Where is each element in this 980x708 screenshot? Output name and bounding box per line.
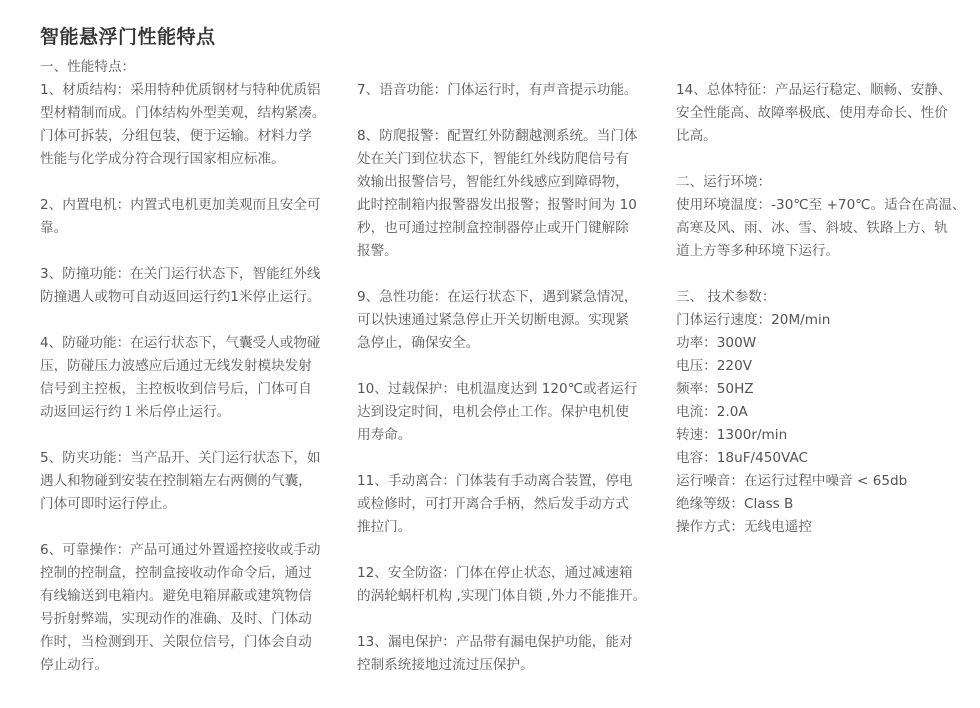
paragraph: [357, 79, 649, 102]
paragraph: [40, 447, 330, 516]
text-line: 11、手动离合：门体装有手动离合装置，停电: [357, 473, 633, 489]
text-line: 门体可拆装，分组包装，便于运输。材料力学: [40, 128, 312, 144]
paragraph-gap: [357, 608, 649, 631]
paragraph-gap: [40, 240, 330, 263]
paragraph-gap: [357, 263, 649, 286]
text-line: 9、急性功能：在运行状态下，遇到紧急情况，: [357, 289, 638, 305]
paragraph-gap: [357, 355, 649, 378]
text-line: 三、 技术参数：: [676, 289, 776, 305]
text-line: 性能与化学成分符合现行国家相应标准。: [40, 151, 285, 167]
paragraph: [357, 562, 649, 608]
text-line: 转速：1300r/min: [676, 427, 788, 443]
text-line: 压，防碰压力波感应后通过无线发射模块发射: [40, 358, 312, 374]
text-line: 信号到主控板，主控板收到信号后，门体可自: [40, 381, 312, 397]
text-line: 靠。: [40, 220, 68, 236]
text-line: 电流：2.0A: [676, 404, 748, 420]
text-line: 功率：300W: [676, 335, 757, 351]
text-line: 10、过载保护：电机温度达到 120℃或者运行: [357, 381, 638, 397]
text-line: 一、性能特点：: [40, 59, 136, 75]
text-line: 1、材质结构：采用特种优质钢材与特种优质铝: [40, 82, 321, 98]
text-line: 用寿命。: [357, 427, 412, 443]
text-line: 处在关门到位状态下，智能红外线防爬信号有: [357, 151, 629, 167]
paragraph-gap: [40, 424, 330, 447]
text-line: 推拉门。: [357, 519, 412, 535]
text-line: 14、总体特征：产品运行稳定、顺畅、安静、: [676, 82, 952, 98]
text-line: 门体运行速度：20M/min: [676, 312, 831, 328]
paragraph-gap: [676, 148, 966, 171]
text-line: 遇人和物碰到安装在控制箱左右两侧的气囊，: [40, 473, 312, 489]
text-line: 6、可靠操作：产品可通过外置遥控接收或手动: [40, 542, 321, 558]
text-line: 停止动行。: [40, 657, 108, 673]
text-line: 高寒及风、雨、冰、雪、斜坡、铁路上方、轨: [676, 220, 948, 236]
text-line: 二、运行环境：: [676, 174, 772, 190]
text-line: 2、内置电机：内置式电机更加美观而且安全可: [40, 197, 321, 213]
paragraph: [676, 79, 966, 148]
paragraph: [40, 332, 330, 424]
text-line: 可以快速通过紧急停止开关切断电源。实现紧: [357, 312, 629, 328]
paragraph-gap: [40, 171, 330, 194]
paragraph-gap: [676, 263, 966, 286]
text-line: 急停止，确保安全。: [357, 335, 480, 351]
paragraph-gap: [357, 102, 649, 125]
text-line: 达到设定时间，电机会停止工作。保护电机使: [357, 404, 629, 420]
text-line: 报警。: [357, 243, 398, 259]
text-line: 操作方式：无线电遥控: [676, 519, 812, 535]
text-line: 7、语音功能：门体运行时，有声音提示功能。: [357, 82, 638, 98]
text-line: 5、防夹功能：当产品开、关门运行状态下，如: [40, 450, 321, 466]
text-line: 作时，当检测到开、关限位信号，门体会自动: [40, 634, 312, 650]
text-line: 比高。: [676, 128, 717, 144]
paragraph-gap: [40, 309, 330, 332]
column-1: [40, 56, 330, 677]
paragraph-gap: [40, 516, 330, 539]
text-line: 4、防碰功能：在运行状态下，气囊受人或物碰: [40, 335, 321, 351]
text-line: 门体可即时运行停止。: [40, 496, 176, 512]
paragraph: [40, 194, 330, 240]
text-line: 频率：50HZ: [676, 381, 754, 397]
text-line: 绝缘等级：Class B: [676, 496, 794, 512]
text-line: 电压：220V: [676, 358, 753, 374]
text-line: 动返回运行约１米后停止运行。: [40, 404, 231, 420]
text-line: 防撞遇人或物可自动返回运行约1米停止运行。: [40, 289, 321, 305]
text-line: 13、漏电保护：产品带有漏电保护功能，能对: [357, 634, 633, 650]
text-line: 号折射弊端，实现动作的准确、及时、门体动: [40, 611, 312, 627]
text-line: 运行噪音：在运行过程中噪音 < 65db: [676, 473, 908, 489]
paragraph: [676, 171, 966, 263]
text-line: 使用环境温度：-30℃至 +70℃。适合在高温、: [676, 197, 966, 213]
text-line: 效输出报警信号，智能红外线感应到障碍物，: [357, 174, 629, 190]
paragraph-gap: [357, 447, 649, 470]
text-line: 型材精制而成。门体结构外型美观，结构紧凑。: [40, 105, 326, 121]
paragraph: [40, 263, 330, 309]
paragraph: [676, 286, 966, 539]
column-3: [676, 79, 966, 539]
text-line: 或检修时，可打开离合手柄，然后发手动方式: [357, 496, 629, 512]
paragraph: [357, 378, 649, 447]
paragraph-gap: [357, 539, 649, 562]
text-line: 此时控制箱内报警器发出报警；报警时间为 10: [357, 197, 637, 213]
text-line: 12、安全防盗：门体在停止状态，通过减速箱: [357, 565, 633, 581]
paragraph: [357, 470, 649, 539]
text-line: 的涡轮蜗杆机构 ,实现门体自锁 ,外力不能推开。: [357, 588, 647, 604]
text-line: 控制系统接地过流过压保护。: [357, 657, 534, 673]
paragraph: [40, 56, 330, 171]
column-2: [357, 79, 649, 677]
text-line: 控制的控制盒，控制盒接收动作命令后，通过: [40, 565, 312, 581]
paragraph: [357, 631, 649, 677]
text-line: 道上方等多种环境下运行。: [676, 243, 840, 259]
page-title: 智能悬浮门性能特点: [40, 26, 216, 48]
text-line: 安全性能高、故障率极底、使用寿命长、性价: [676, 105, 948, 121]
text-line: 秒，也可通过控制盒控制器停止或开门键解除: [357, 220, 629, 236]
text-line: 8、防爬报警：配置红外防翻越测系统。当门体: [357, 128, 638, 144]
paragraph: [40, 539, 330, 677]
text-line: 3、防撞功能：在关门运行状态下，智能红外线: [40, 266, 321, 282]
text-line: 电容：18uF/450VAC: [676, 450, 809, 466]
paragraph: [357, 125, 649, 263]
text-line: 有线输送到电箱内。避免电箱屏蔽或建筑物信: [40, 588, 312, 604]
paragraph: [357, 286, 649, 355]
